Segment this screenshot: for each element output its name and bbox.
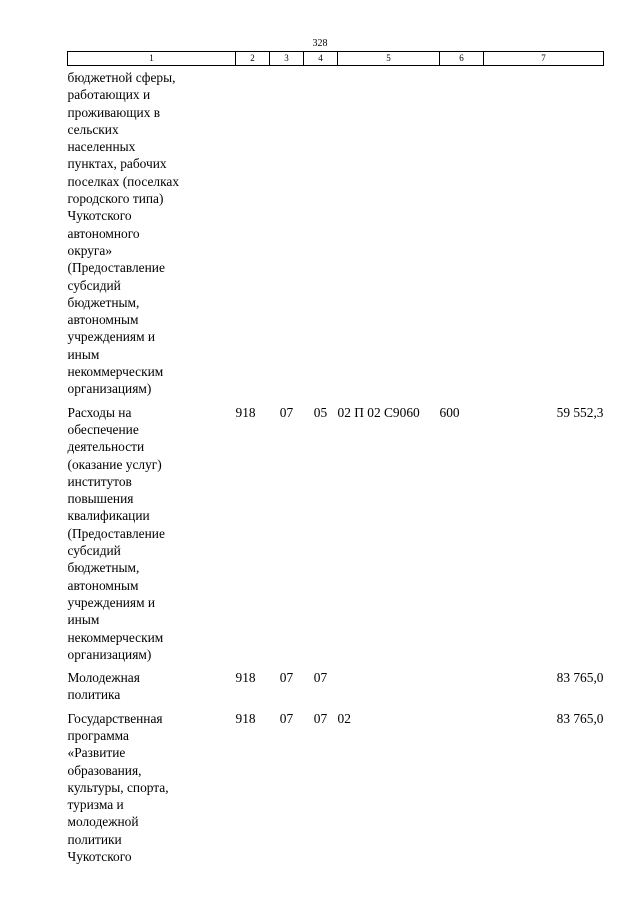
expense-name-line: программа xyxy=(67,727,129,743)
expense-name xyxy=(68,398,236,663)
expense-name-line: пунктах, рабочих xyxy=(67,156,167,172)
target-article xyxy=(338,663,440,704)
expense-name-line: автономным xyxy=(67,577,139,593)
expense-name-line: политики xyxy=(67,831,122,847)
column-number: 6 xyxy=(440,52,484,66)
target-article: 02 П 02 С9060 xyxy=(337,404,420,420)
ministry-code xyxy=(236,66,270,398)
column-number: 7 xyxy=(484,52,604,66)
expense-name xyxy=(68,66,236,398)
table-row xyxy=(68,66,604,398)
expense-type xyxy=(440,663,484,704)
target-article xyxy=(338,66,440,398)
expense-name-line: организациям) xyxy=(67,646,152,662)
expense-name-line: «Развитие xyxy=(67,745,126,761)
expense-name-line: Молодежная xyxy=(67,670,140,686)
column-number: 2 xyxy=(236,52,270,66)
expense-name-line: бюджетной сферы, xyxy=(67,70,176,85)
subsection-code: 05 xyxy=(313,404,328,420)
expense-name-line: субсидий xyxy=(67,543,121,559)
expense-name-line: (оказание услуг) xyxy=(67,456,162,472)
expense-name-line: некоммерческим xyxy=(67,364,164,380)
expense-name xyxy=(68,663,236,704)
section-code: 07 xyxy=(279,404,294,420)
expense-name-line: округа» xyxy=(67,242,113,258)
expense-name-line: Расходы на xyxy=(67,404,132,420)
expense-name-line: бюджетным, xyxy=(67,294,140,310)
expense-name-line: населенных xyxy=(67,139,136,155)
column-number: 1 xyxy=(68,52,236,66)
subsection-code: 07 xyxy=(313,710,328,726)
expense-name-line: Чукотского xyxy=(67,849,132,865)
table-row xyxy=(68,398,604,663)
expense-name-line: поселках (поселках xyxy=(67,173,180,189)
expense-type: 600 xyxy=(439,404,460,420)
target-article: 02 xyxy=(337,710,351,726)
ministry-code: 918 xyxy=(235,404,256,420)
ministry-code: 918 xyxy=(235,670,256,686)
subsection-code xyxy=(304,66,338,398)
expense-name-line: субсидий xyxy=(67,277,121,293)
table-row xyxy=(68,663,604,704)
expense-name-line: некоммерческим xyxy=(67,629,164,645)
table-row xyxy=(68,704,604,866)
column-number-row xyxy=(68,52,604,66)
expense-name-line: молодежной xyxy=(67,814,139,830)
expense-name-line: сельских xyxy=(67,121,119,137)
column-number: 3 xyxy=(270,52,304,66)
expense-name-line: учреждениям и xyxy=(67,594,156,610)
expense-name-line: квалификации xyxy=(67,508,150,524)
expense-name-line: образования, xyxy=(67,762,142,778)
expense-name-line: автономного xyxy=(67,225,140,241)
expense-name-line: повышения xyxy=(67,491,134,507)
amount: 59 552,3 xyxy=(556,404,604,420)
column-number: 5 xyxy=(338,52,440,66)
expense-name-line: (Предоставление xyxy=(67,260,165,276)
expense-name-line: проживающих в xyxy=(67,104,161,120)
expense-name-line: бюджетным, xyxy=(67,560,140,576)
expense-name-line: культуры, спорта, xyxy=(67,779,169,795)
expense-name-line: работающих и xyxy=(67,87,151,103)
expense-name xyxy=(68,704,236,866)
expense-name-line: обеспечение xyxy=(67,421,139,437)
budget-table-body xyxy=(68,66,604,866)
expense-name-line: организациям) xyxy=(67,381,152,397)
amount: 83 765,0 xyxy=(556,670,604,686)
subsection-code: 07 xyxy=(313,670,328,686)
expense-type xyxy=(440,66,484,398)
section-code: 07 xyxy=(279,710,294,726)
expense-name-line: политика xyxy=(67,687,121,703)
ministry-code: 918 xyxy=(235,710,256,726)
page-number: 328 xyxy=(312,38,328,49)
expense-name-line: городского типа) xyxy=(67,191,164,207)
expense-name-line: Государственная xyxy=(67,710,163,726)
amount: 83 765,0 xyxy=(556,710,604,726)
section-code: 07 xyxy=(279,670,294,686)
budget-table xyxy=(67,51,604,865)
expense-type xyxy=(440,704,484,866)
expense-name-line: Чукотского xyxy=(67,208,132,224)
expense-name-line: (Предоставление xyxy=(67,525,165,541)
expense-name-line: иным xyxy=(67,612,100,628)
expense-name-line: деятельности xyxy=(67,439,145,455)
amount xyxy=(484,66,604,398)
expense-name-line: туризма и xyxy=(67,797,124,813)
column-number: 4 xyxy=(304,52,338,66)
expense-name-line: институтов xyxy=(67,473,132,489)
expense-name-line: иным xyxy=(67,346,100,362)
expense-name-line: учреждениям и xyxy=(67,329,156,345)
section-code xyxy=(270,66,304,398)
expense-name-line: автономным xyxy=(67,312,139,328)
